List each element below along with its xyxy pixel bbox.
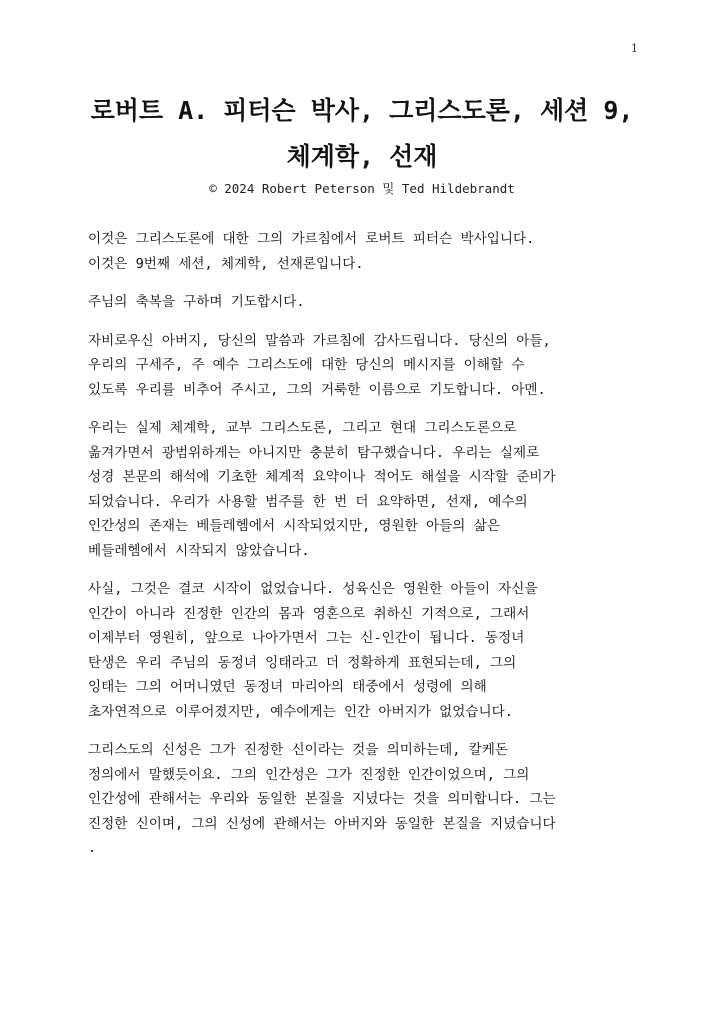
paragraph-deity bbox=[88, 738, 640, 861]
text-line: 인간성에 관해서는 우리와 동일한 본질을 지녔다는 것을 의미합니다. 그는 bbox=[88, 791, 556, 807]
text-line: 자비로우신 아버지, 당신의 말씀과 가르침에 감사드립니다. 당신의 아들, bbox=[88, 332, 551, 349]
text-line: 인간이 아니라 진정한 인간의 몸과 영혼으로 취하신 기적으로, 그래서 bbox=[88, 605, 530, 622]
text-line: 옮겨가면서 광범위하게는 아니지만 충분히 탐구했습니다. 우리는 실제로 bbox=[88, 444, 540, 461]
text-line: 잉태는 그의 어머니였던 동정녀 마리아의 태중에서 성령에 의해 bbox=[88, 679, 487, 695]
paragraph-incarnation bbox=[88, 577, 640, 724]
document-body bbox=[88, 227, 640, 875]
paragraph-intro bbox=[88, 227, 640, 276]
paragraph-summary bbox=[88, 416, 640, 563]
paragraph-prayer bbox=[88, 329, 640, 403]
text-line: 인간성의 존재는 베들레헴에서 시작되었지만, 영원한 아들의 삶은 bbox=[88, 518, 500, 534]
text-line: 주님의 축복을 구하며 기도합시다. bbox=[88, 294, 305, 310]
text-line: 우리는 실제 체계학, 교부 그리스도론, 그리고 현대 그리스도론으로 bbox=[88, 420, 517, 436]
text-line: 되었습니다. 우리가 사용할 범주를 한 번 더 요약하면, 선재, 예수의 bbox=[88, 493, 528, 510]
text-line: 베들레헴에서 시작되지 않았습니다. bbox=[88, 542, 310, 559]
text-line: 있도록 우리를 비추어 주시고, 그의 거룩한 이름으로 기도합니다. 아멘. bbox=[88, 381, 546, 398]
text-line: 이것은 9번째 세션, 체계학, 선재론입니다. bbox=[88, 255, 364, 272]
text-line: 성경 본문의 해석에 기초한 체계적 요약이나 적어도 해설을 시작할 준비가 bbox=[88, 469, 556, 485]
text-line: 이제부터 영원히, 앞으로 나아가면서 그는 신-인간이 됩니다. 동정녀 bbox=[88, 630, 525, 646]
text-line: 그리스도의 신성은 그가 진정한 신이라는 것을 의미하는데, 칼케돈 bbox=[88, 742, 509, 758]
text-line: 진정한 신이며, 그의 신성에 관해서는 아버지와 동일한 본질을 지녔습니다 bbox=[88, 815, 556, 832]
text-line: 정의에서 말했듯이요. 그의 인간성은 그가 진정한 인간이었으며, 그의 bbox=[88, 766, 530, 783]
page-title bbox=[60, 88, 664, 180]
text-line: 우리의 구세주, 주 예수 그리스도에 대한 당신의 메시지를 이해할 수 bbox=[88, 357, 525, 373]
page-number: 1 bbox=[631, 42, 638, 55]
title-line-1: 로버트 A. 피터슨 박사, 그리스도론, 세션 9, bbox=[90, 96, 634, 125]
text-line: 이것은 그리스도론에 대한 그의 가르침에서 로버트 피터슨 박사입니다. bbox=[88, 231, 535, 247]
paragraph-prayer-call bbox=[88, 290, 640, 315]
text-line: 탄생은 우리 주님의 동정녀 잉태라고 더 정확하게 표현되는데, 그의 bbox=[88, 654, 517, 671]
text-line: 사실, 그것은 결코 시작이 없었습니다. 성육신은 영원한 아들이 자신을 bbox=[88, 581, 538, 597]
title-line-2: 체계학, 선재 bbox=[286, 142, 438, 171]
copyright-line: © 2024 Robert Peterson 및 Ted Hildebrandt bbox=[209, 181, 515, 196]
text-line: 초자연적으로 이루어졌지만, 예수에게는 인간 아버지가 없었습니다. bbox=[88, 703, 513, 720]
text-line: . bbox=[88, 840, 97, 856]
